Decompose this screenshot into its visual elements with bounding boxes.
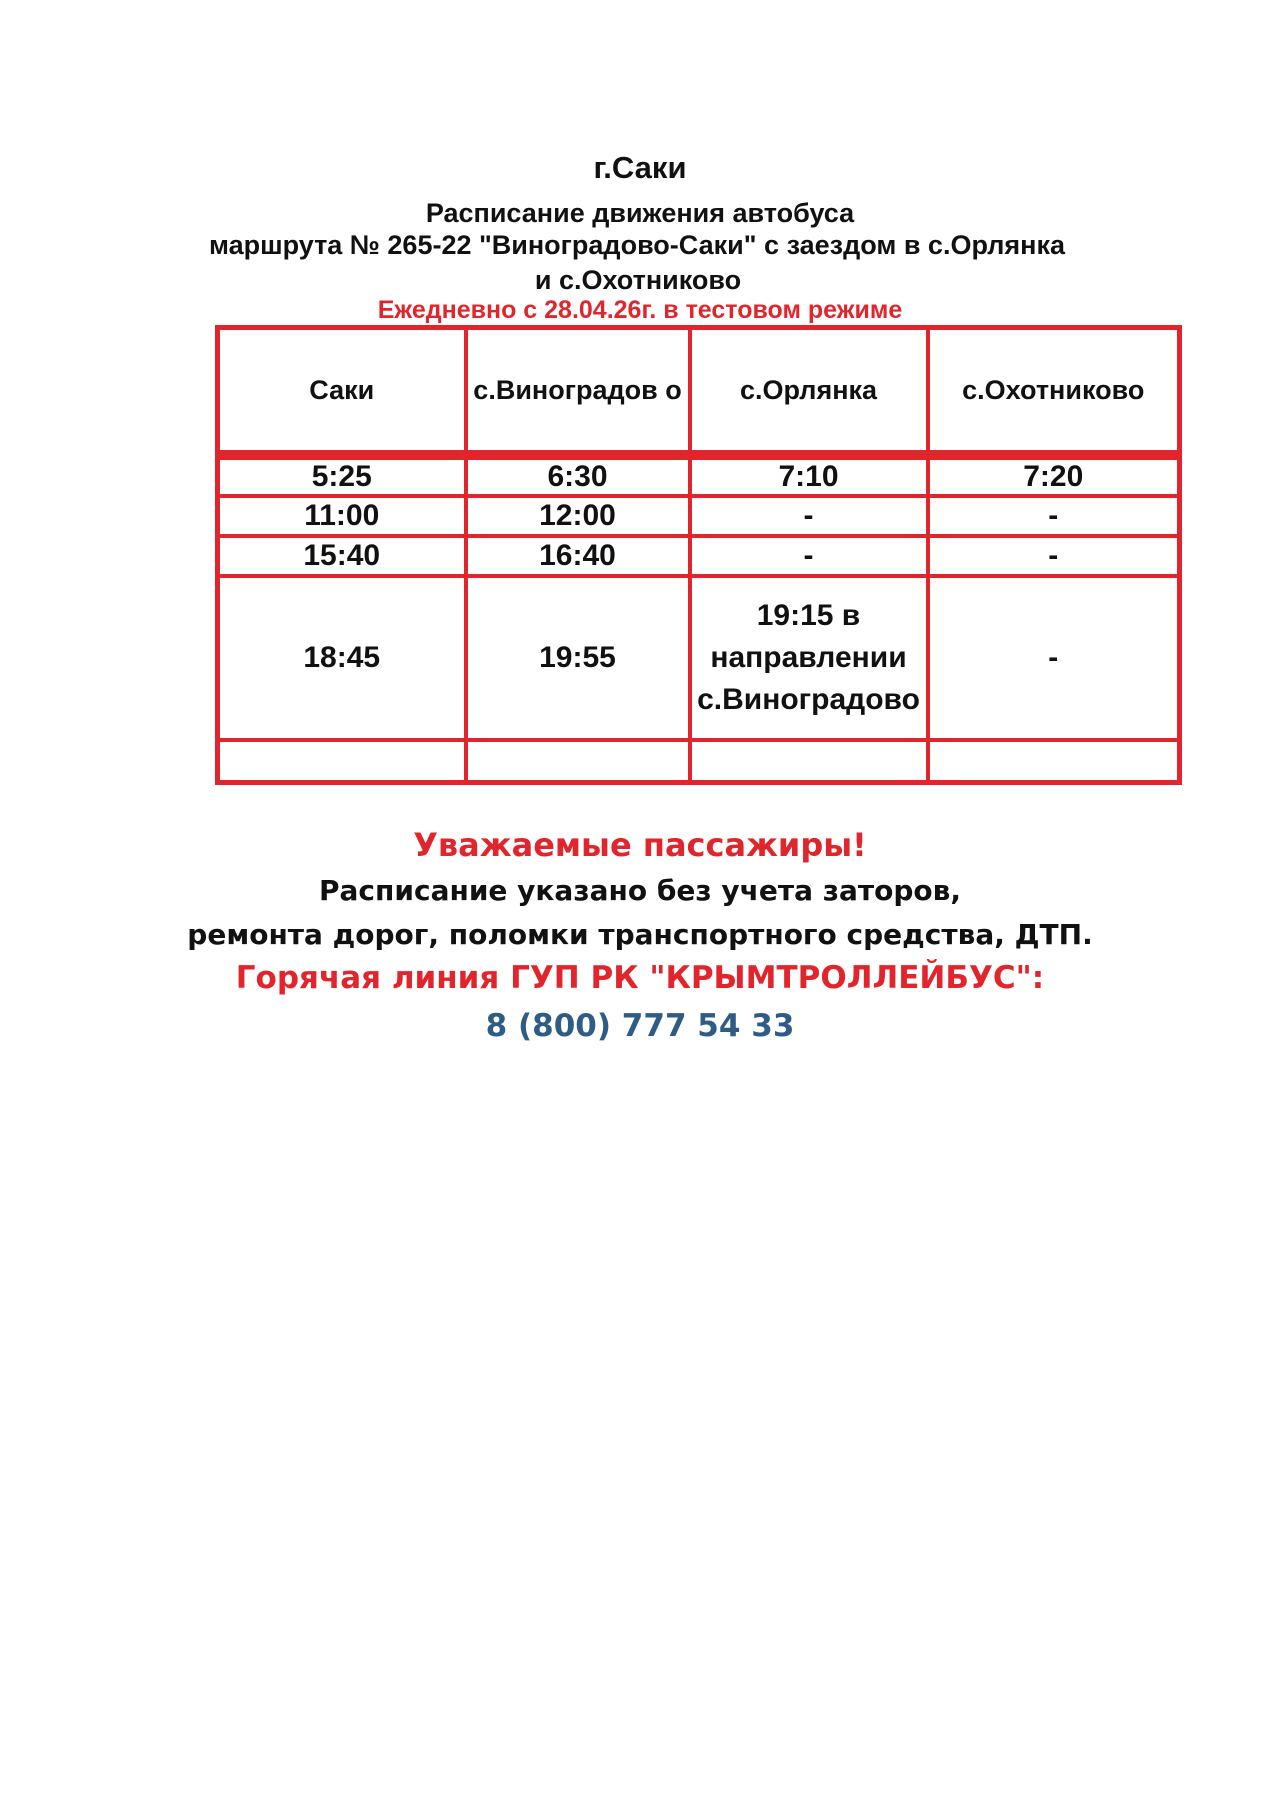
table-cell: 7:10 (690, 455, 928, 496)
schedule-notice: Ежедневно с 28.04.26г. в тестовом режиме (377, 296, 903, 324)
table-header-row (218, 328, 1180, 456)
column-header: с.Охотниково (928, 328, 1180, 456)
table-cell: 12:00 (466, 496, 690, 536)
table-cell: 5:25 (218, 455, 466, 496)
table-cell: - (928, 576, 1180, 740)
schedule-table (215, 325, 1182, 785)
table-row (218, 496, 1180, 536)
hotline-label: Горячая линия ГУП РК "КРЫМТРОЛЛЕЙБУС": (235, 960, 1045, 996)
table-cell: - (690, 496, 928, 536)
column-header: с.Виноградов о (466, 328, 690, 456)
table-cell: 7:20 (928, 455, 1180, 496)
city-title: г.Саки (593, 150, 687, 185)
table-cell: 11:00 (218, 496, 466, 536)
table-cell: 15:40 (218, 536, 466, 576)
table-cell: - (690, 536, 928, 576)
table-row (218, 536, 1180, 576)
table-cell: 16:40 (466, 536, 690, 576)
table-cell (218, 740, 466, 783)
table-cell (928, 740, 1180, 783)
schedule-title: Расписание движения автобуса (425, 198, 855, 228)
table-row (218, 576, 1180, 740)
disclaimer-line1: Расписание указано без учета заторов, (319, 874, 961, 907)
table-row (218, 455, 1180, 496)
table-cell: - (928, 536, 1180, 576)
table-cell: 19:55 (466, 576, 690, 740)
table-cell (466, 740, 690, 783)
table-cell: 18:45 (218, 576, 466, 740)
table-row (218, 740, 1180, 783)
table-cell (690, 740, 928, 783)
table-cell: 19:15 в направлении с.Виноградово (690, 576, 928, 740)
table-cell: 6:30 (466, 455, 690, 496)
passenger-greeting: Уважаемые пассажиры! (413, 826, 867, 864)
column-header: с.Орлянка (690, 328, 928, 456)
table-cell: - (928, 496, 1180, 536)
route-description-line2: и с.Охотниково (534, 265, 742, 295)
disclaimer-line2: ремонта дорог, поломки транспортного средства, ДТП. (187, 918, 1093, 951)
column-header: Саки (218, 328, 466, 456)
route-description-line1: маршрута № 265-22 "Виноградово-Саки" с заездом в с.Орлянка (208, 230, 1066, 260)
hotline-phone: 8 (800) 777 54 33 (485, 1008, 795, 1044)
